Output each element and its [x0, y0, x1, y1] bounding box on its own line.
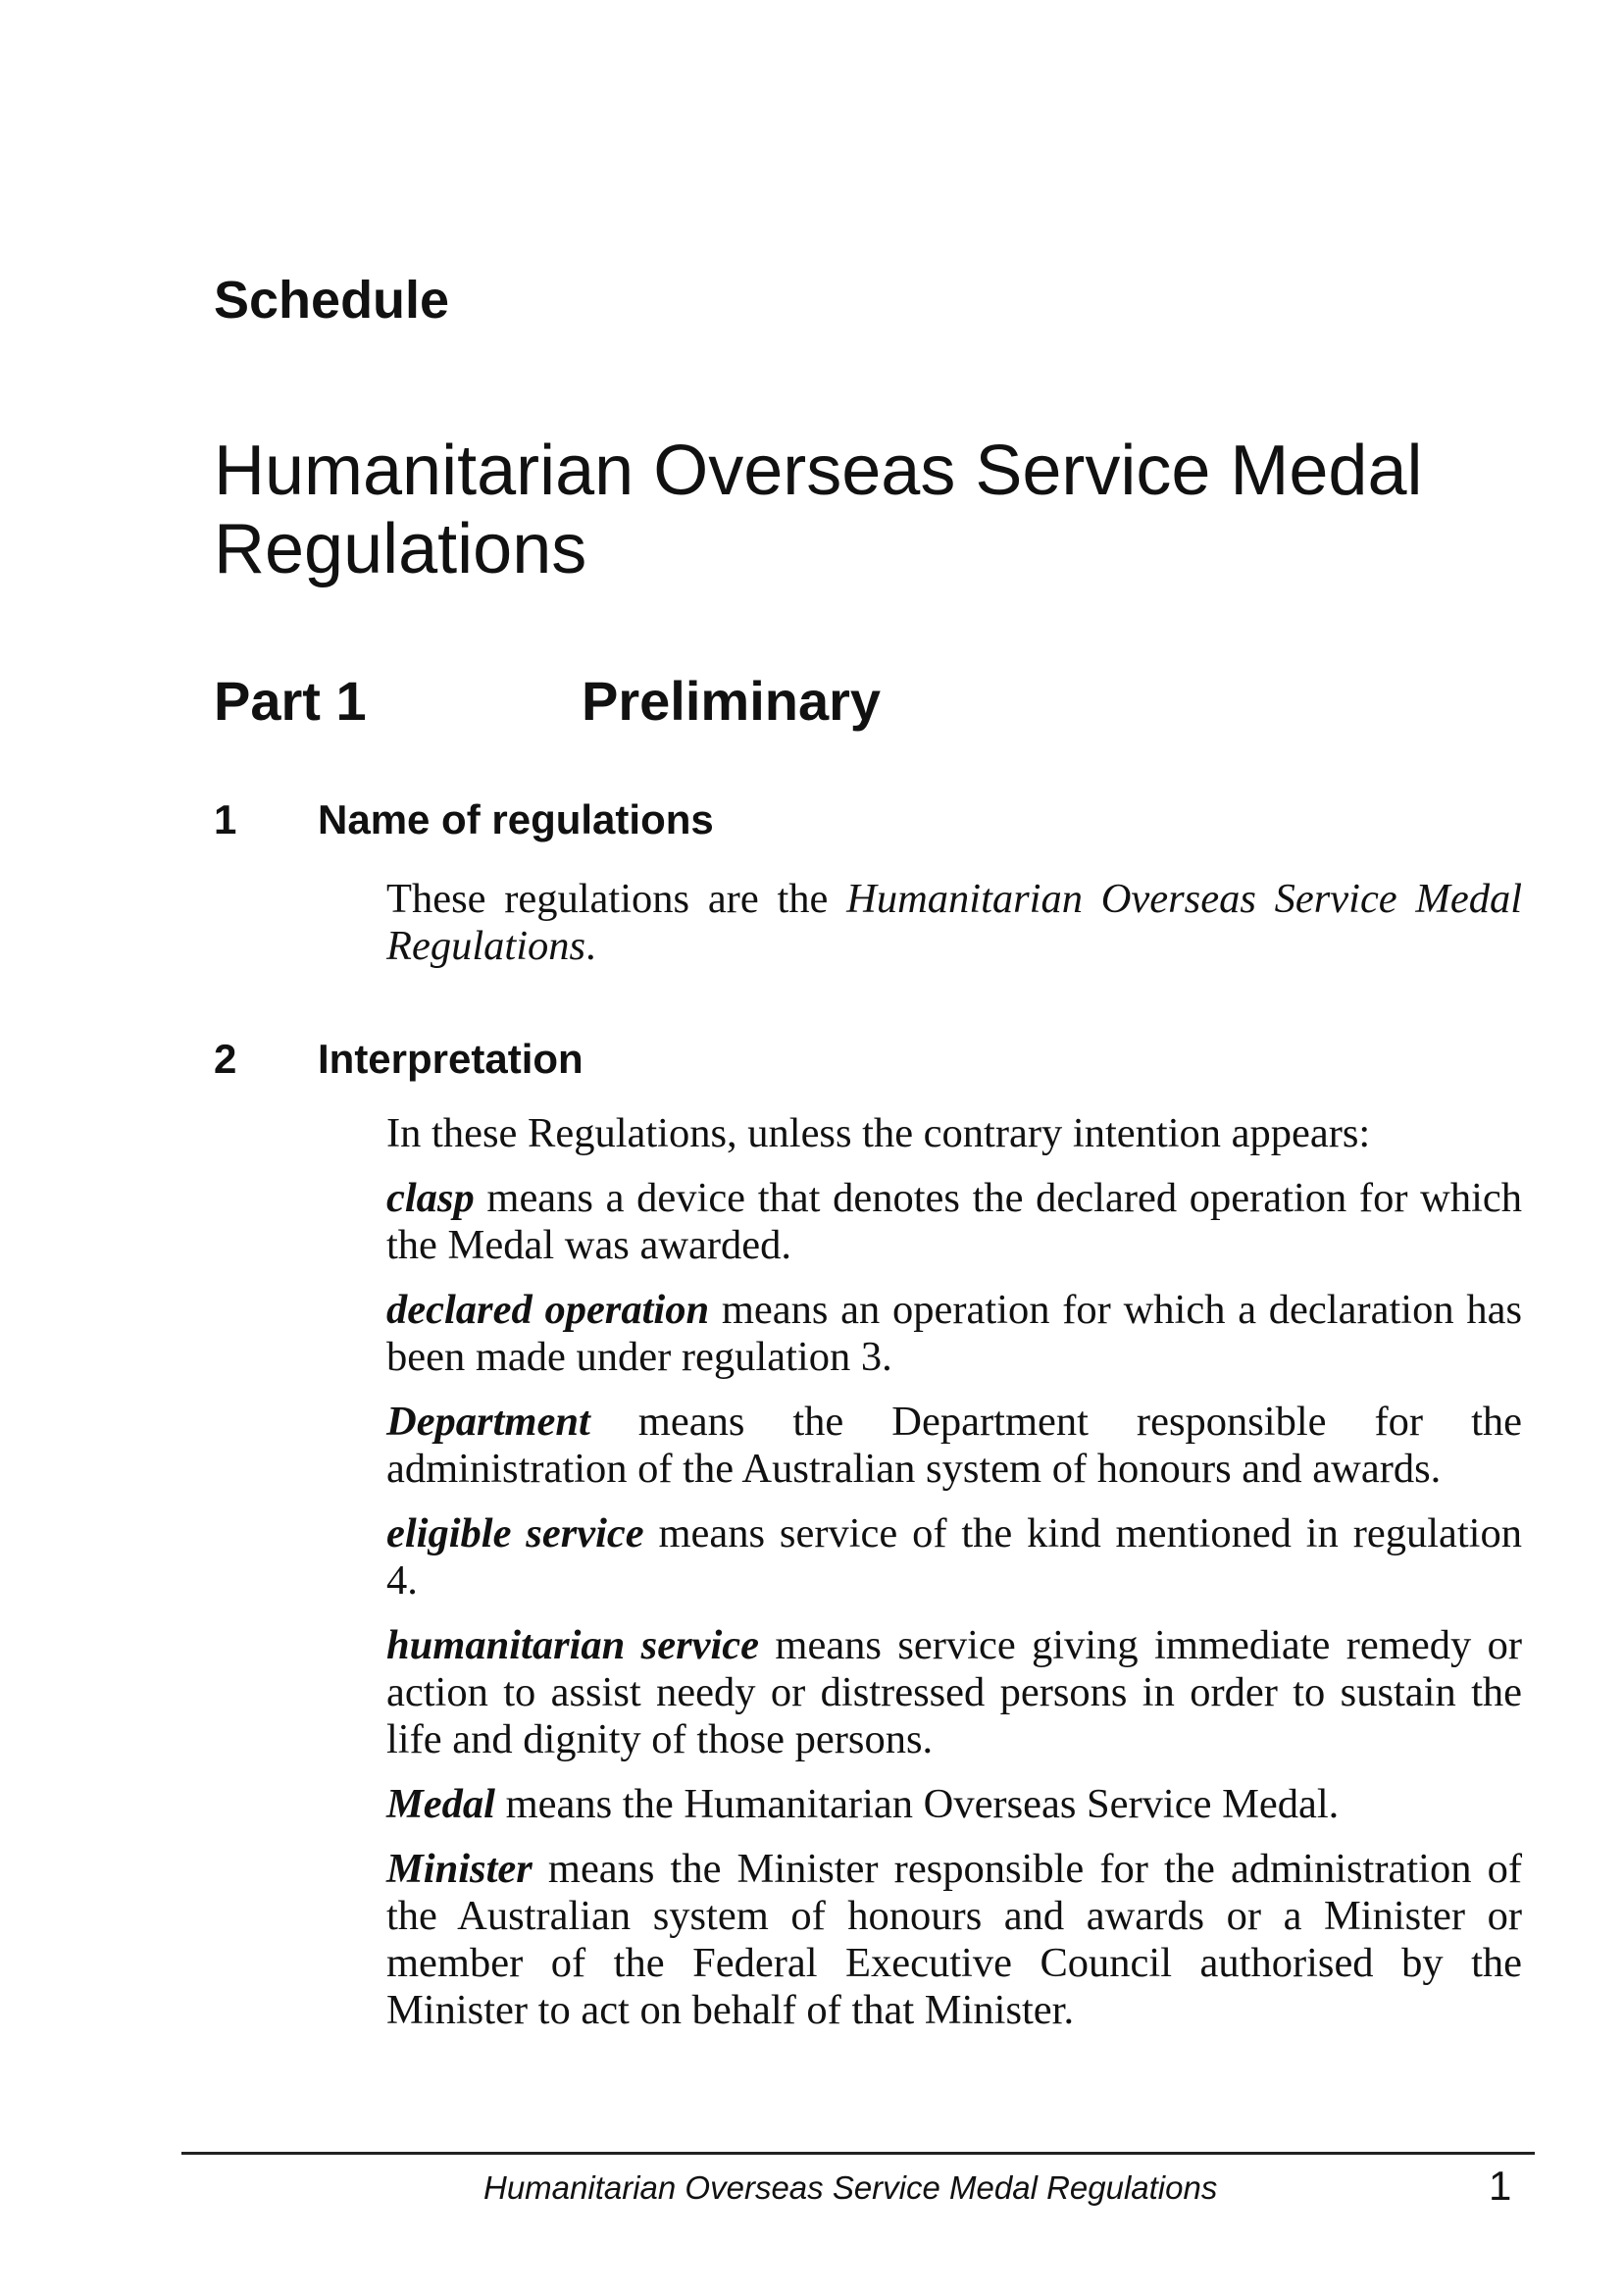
definition-term: humanitarian service	[386, 1622, 760, 1668]
definition-term: eligible service	[386, 1510, 644, 1556]
definition-term: Minister	[386, 1846, 533, 1892]
definition-text: means a device that denotes the declared operation for which the Medal was awarded.	[386, 1175, 1522, 1268]
section-1-number: 1	[214, 796, 237, 842]
section-1-paragraph	[386, 876, 1522, 970]
regulations-name: Humanitarian Overseas Service Medal Regulations	[386, 876, 1522, 969]
definition-term: declared operation	[386, 1287, 710, 1333]
footer-title: Humanitarian Overseas Service Medal Regulations	[483, 2169, 1218, 2206]
section-2-number: 2	[214, 1036, 237, 1082]
definition-humanitarian-service	[386, 1622, 1522, 1763]
definition-department	[386, 1399, 1522, 1493]
section-1-body	[386, 876, 1522, 988]
definition-declared-operation	[386, 1287, 1522, 1381]
section-2-body	[386, 1110, 1522, 2052]
section-2-title: Interpretation	[318, 1036, 584, 1082]
section-1-title: Name of regulations	[318, 796, 714, 842]
definition-text: means the Humanitarian Overseas Service Medal.	[494, 1781, 1340, 1827]
part-number: Part 1	[214, 670, 367, 732]
definition-clasp	[386, 1175, 1522, 1269]
definition-text: means an operation for which a declaration has been made under regulation 3.	[386, 1287, 1522, 1380]
definition-text: means the Minister responsible for the administration of the Australian system of honours and awards or a Minister or member of the Federal Executive Council authorised by the Minister to act on behalf of that Minister.	[386, 1846, 1522, 2033]
definition-term: Medal	[386, 1781, 495, 1827]
definition-eligible-service	[386, 1510, 1522, 1605]
section-1-text-end: .	[585, 923, 596, 969]
definition-term: clasp	[386, 1175, 475, 1221]
document-title-line-1: Humanitarian Overseas Service Medal	[214, 432, 1423, 510]
definition-text: means service giving immediate remedy or action to assist needy or distressed persons in order to sustain the life and dignity of those persons.	[386, 1622, 1522, 1762]
definition-text: means service of the kind mentioned in regulation 4.	[386, 1510, 1522, 1604]
part-title: Preliminary	[582, 670, 882, 732]
footer-divider	[181, 2152, 1535, 2155]
document-title-line-2: Regulations	[214, 510, 587, 588]
schedule-heading: Schedule	[214, 271, 450, 330]
document-title	[214, 432, 1423, 588]
section-1-text: These regulations are the	[386, 876, 847, 922]
page-number: 1	[1489, 2163, 1512, 2209]
interpretation-intro: In these Regulations, unless the contrary intention appears:	[386, 1110, 1371, 1156]
definition-term: Department	[386, 1399, 590, 1445]
definition-minister	[386, 1846, 1522, 2034]
definition-text: means the Department responsible for the administration of the Australian system of honours and awards.	[386, 1399, 1522, 1492]
definition-medal	[386, 1781, 1522, 1828]
